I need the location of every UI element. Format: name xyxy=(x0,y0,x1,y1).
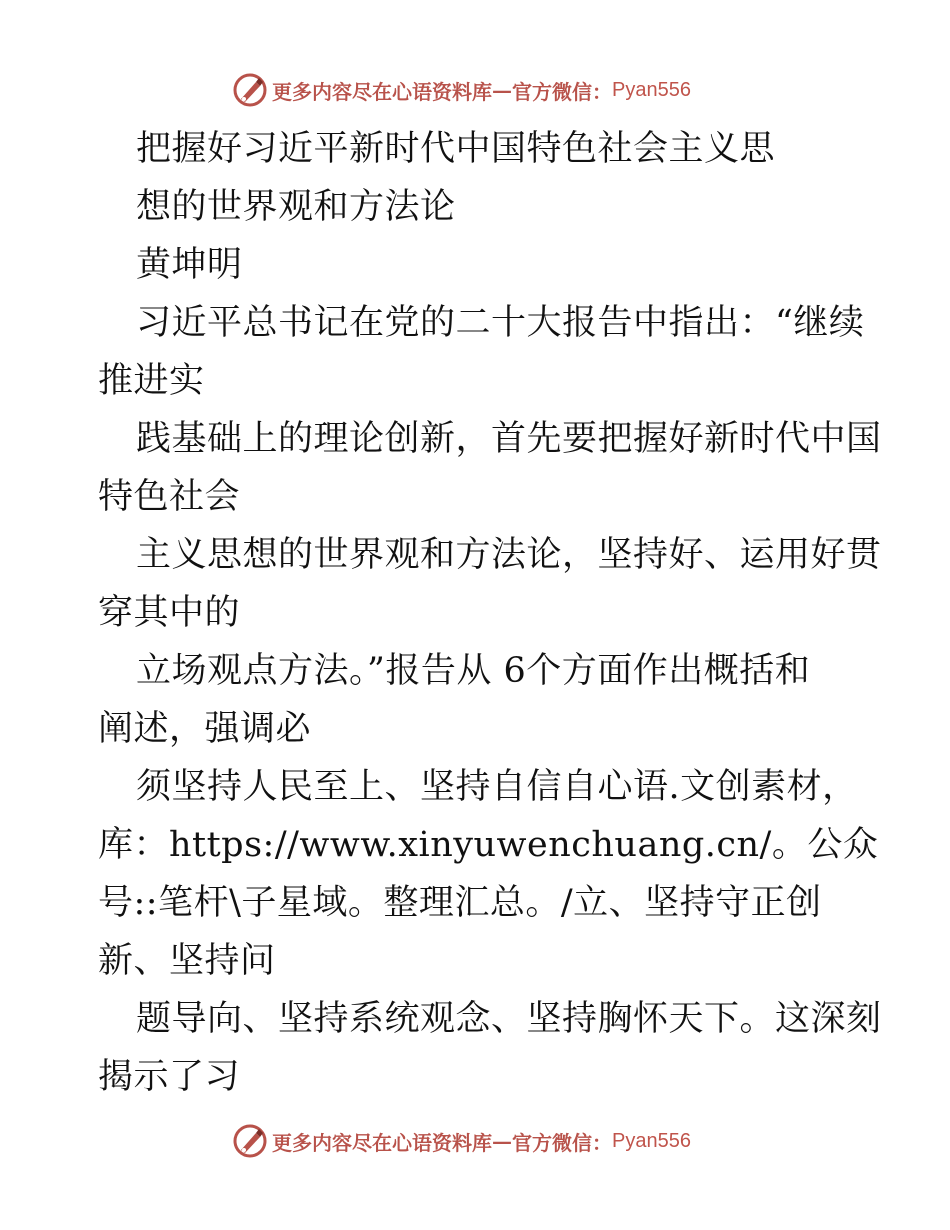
paragraph-line: 库：https://www.xinyuwenchuang.cn/。公众 xyxy=(98,825,879,865)
title-line-2: 想的世界观和方法论 xyxy=(136,187,456,227)
watermark-brand-text: 更多内容尽在心语资料库 xyxy=(272,1130,492,1155)
paragraph-line: 须坚持人民至上、坚持自信自心语.文创素材， xyxy=(136,767,858,807)
watermark-official-label: 官方微信： xyxy=(512,79,612,104)
watermark-official-label: 官方微信： xyxy=(512,1130,612,1155)
paragraph-line: 推进实 xyxy=(98,361,205,401)
paragraph-line: 习近平总书记在党的二十大报告中指出：“继续 xyxy=(136,303,865,343)
paragraph-line: 主义思想的世界观和方法论，坚持好、运用好贯 xyxy=(136,535,882,575)
title-line-1: 把握好习近平新时代中国特色社会主义思 xyxy=(136,129,776,169)
watermark-separator: — xyxy=(492,78,512,102)
pen-logo-icon xyxy=(232,72,268,108)
paragraph-line: 立场观点方法。”报告从 6个方面作出概括和 xyxy=(136,651,811,691)
footer-watermark xyxy=(232,1123,691,1159)
paragraph-line: 号::笔杆\子星域。整理汇总。/立、坚持守正创 xyxy=(98,883,822,923)
paragraph-line: 新、坚持问 xyxy=(98,941,276,981)
pen-logo-icon xyxy=(232,1123,268,1159)
watermark-wechat-id: Pyan556 xyxy=(612,78,691,101)
paragraph-line: 阐述，强调必 xyxy=(98,709,312,749)
paragraph-line: 揭示了习 xyxy=(98,1057,241,1097)
paragraph-line: 题导向、坚持系统观念、坚持胸怀天下。这深刻 xyxy=(136,999,882,1039)
watermark-brand-text: 更多内容尽在心语资料库 xyxy=(272,79,492,104)
paragraph-line: 特色社会 xyxy=(98,477,241,517)
watermark-wechat-id: Pyan556 xyxy=(612,1129,691,1152)
header-watermark xyxy=(232,72,691,108)
paragraph-line: 穿其中的 xyxy=(98,593,241,633)
watermark-separator: — xyxy=(492,1129,512,1153)
paragraph-line: 践基础上的理论创新，首先要把握好新时代中国 xyxy=(136,419,882,459)
author-line: 黄坤明 xyxy=(136,245,243,285)
document-body xyxy=(98,120,888,1106)
